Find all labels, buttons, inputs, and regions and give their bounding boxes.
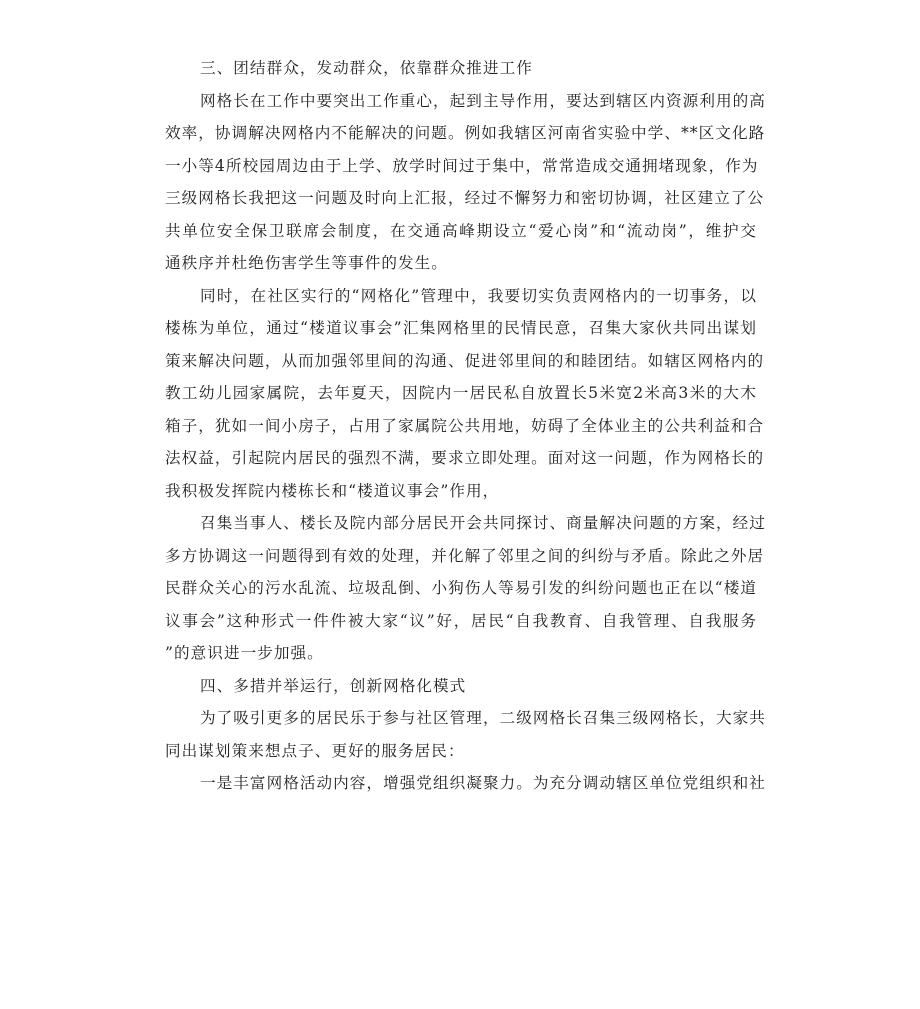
paragraph-line: 议事会”这种形式一件件被大家“议”好，居民“自我教育、自我管理、自我服务 xyxy=(165,611,757,630)
paragraph-line: ”的意识进一步加强。 xyxy=(165,644,324,662)
paragraph-line: 法权益，引起院内居民的强烈不满，要求立即处理。面对这一问题，作为网格长的 xyxy=(165,449,765,467)
paragraph-line: 效率，协调解决网格内不能解决的问题。例如我辖区河南省实验中学、**区文化路 xyxy=(165,124,766,142)
section-heading-three: 三、团结群众，发动群众，依靠群众推进工作 xyxy=(200,59,533,77)
paragraph-line: 为了吸引更多的居民乐于参与社区管理，二级网格长召集三级网格长，大家共 xyxy=(200,709,766,727)
paragraph-line: 我积极发挥院内楼栋长和“楼道议事会”作用， xyxy=(165,481,500,500)
paragraph-resident-meeting xyxy=(165,510,766,673)
paragraph-line: 通秩序并杜绝伤害学生等事件的发生。 xyxy=(165,254,448,272)
paragraph-line: 一小等4所校园周边由于上学、放学时间过于集中，常常造成交通拥堵现象，作为 xyxy=(165,156,759,175)
paragraph-line: 同时，在社区实行的“网格化”管理中，我要切实负责网格内的一切事务，以 xyxy=(200,286,757,305)
paragraph-line: 楼栋为单位，通过“楼道议事会”汇集网格里的民情民意，召集大家伙共同出谋划 xyxy=(165,319,757,337)
paragraph-line: 箱子，犹如一间小房子，占用了家属院公共用地，妨碍了全体业主的公共利益和合 xyxy=(165,416,765,435)
paragraph-line: 三级网格长我把这一问题及时向上汇报，经过不懈努力和密切协调，社区建立了公 xyxy=(165,189,765,207)
paragraph-grid-management xyxy=(165,283,765,511)
paragraph-line: 同出谋划策来想点子、更好的服务居民： xyxy=(165,741,465,760)
document-body xyxy=(165,55,766,803)
paragraph-grid-leader-role xyxy=(165,88,766,283)
paragraph-line: 网格长在工作中要突出工作重心，起到主导作用，要达到辖区内资源利用的高 xyxy=(200,91,766,110)
paragraph-line: 民群众关心的污水乱流、垃圾乱倒、小狗伤人等易引发的纠纷问题也正在以“楼道 xyxy=(165,579,757,597)
paragraph-enrich-activities xyxy=(165,770,766,803)
paragraph-line: 教工幼儿园家属院，去年夏天，因院内一居民私自放置长5米宽2米高3米的大木 xyxy=(165,384,757,402)
paragraph-line: 策来解决问题，从而加强邻里间的沟通、促进邻里间的和睦团结。如辖区网格内的 xyxy=(165,351,765,370)
paragraph-line: 一是丰富网格活动内容，增强党组织凝聚力。为充分调动辖区单位党组织和社 xyxy=(200,774,766,792)
paragraph-attract-residents xyxy=(165,705,766,770)
paragraph-line: 多方协调这一问题得到有效的处理，并化解了邻里之间的纠纷与矛盾。除此之外居 xyxy=(165,546,765,565)
section-heading-four: 四、多措并举运行，创新网格化模式 xyxy=(200,676,467,695)
paragraph-line: 召集当事人、楼长及院内部分居民开会共同探讨、商量解决问题的方案，经过 xyxy=(200,514,766,532)
paragraph-line: 共单位安全保卫联席会制度，在交通高峰期设立“爱心岗”和“流动岗”，维护交 xyxy=(165,221,757,240)
